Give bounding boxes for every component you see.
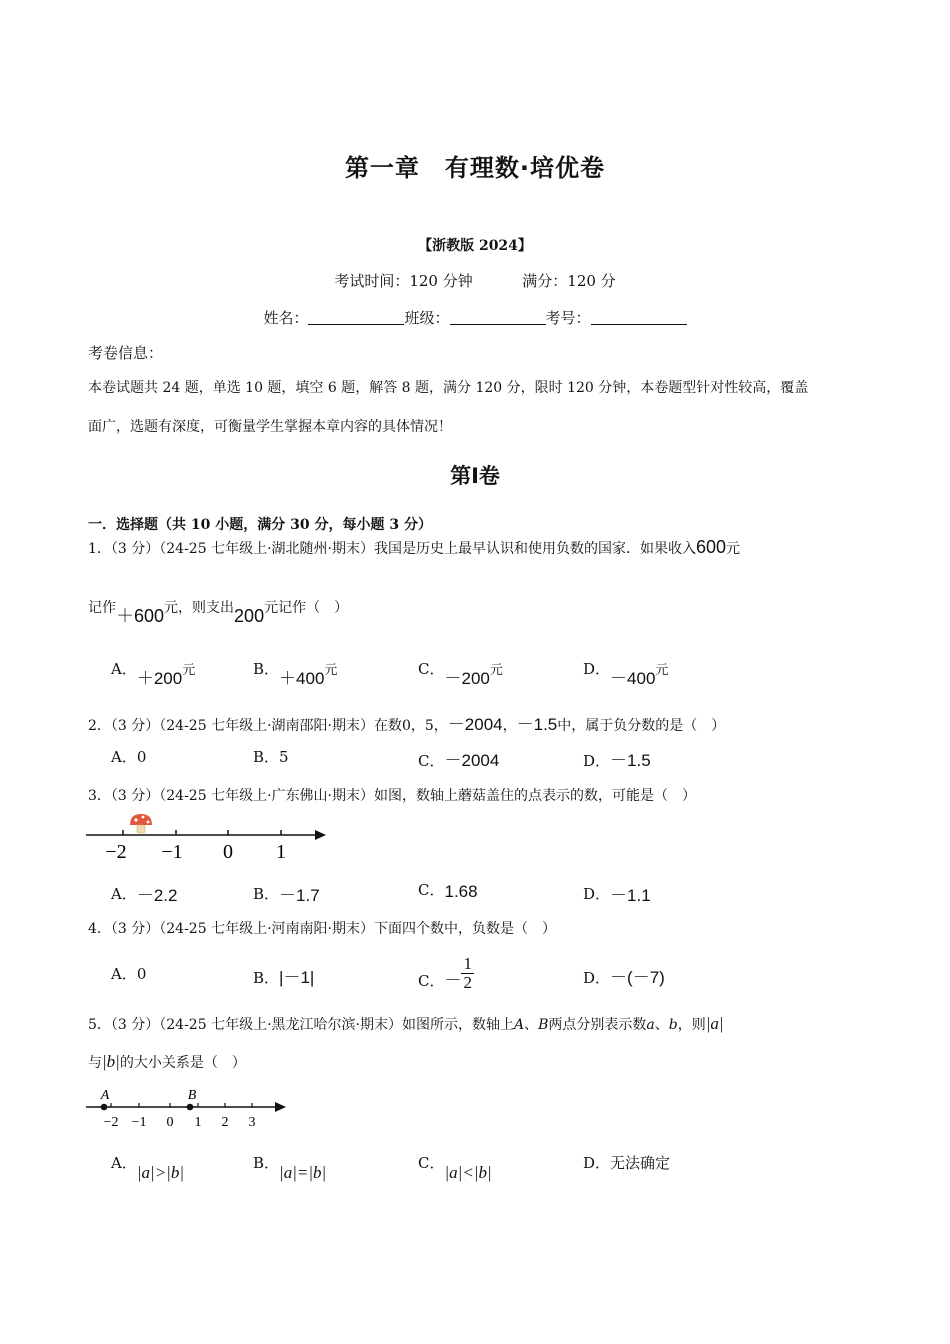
tick-label: 0 [166,1115,174,1130]
question-2-option-c[interactable]: C．－2004 [418,751,500,770]
exam-meta [0,270,950,291]
score-label: 满分：120 分 [522,272,616,290]
mushroom-icon [130,814,152,833]
info-line-1: 本卷试题共 24 题，单选 10 题，填空 6 题，解答 8 题，满分 120 分，限时 120 分钟，本卷题型针对性较高，覆盖 [88,380,809,396]
tick-label: 1 [194,1115,202,1130]
point-label: A [100,1088,110,1103]
section-heading: 一．选择题（共 10 小题，满分 30 分，每小题 3 分） [88,517,432,533]
question-4-option-d[interactable]: D．－(－7) [583,968,665,987]
question-5-option-c[interactable]: C．|a|<|b| [418,1154,492,1182]
tick-label: −2 [105,841,127,863]
edition-label: 【浙教版 2024】 [418,238,532,254]
question-4-option-a[interactable]: A．0 [111,965,147,983]
name-label: 姓名： [263,309,309,327]
tick-label: 0 [223,841,233,863]
class-label: 班级： [404,309,450,327]
info-heading: 考卷信息： [88,344,164,362]
question-1-option-b[interactable]: B．＋400元 [253,660,338,688]
point-b [187,1104,194,1111]
question-2-text: 2．（3 分）（24-25 七年级上·湖南邵阳·期末）在数0，5，－2004，－1.5中，属于负分数的是（ ） [88,715,726,734]
class-field[interactable] [450,310,546,325]
time-label: 考试时间：120 分钟 [334,272,473,290]
volume-heading: 第Ⅰ卷 [450,464,500,488]
question-4-text: 4．（3 分）（24-25 七年级上·河南南阳·期末）下面四个数中，负数是（ ） [88,921,556,937]
page-title: 第一章 有理数·培优卷 [344,154,606,182]
tick-label: −1 [161,841,183,863]
question-2-option-b[interactable]: B．5 [253,748,289,766]
question-4-option-b[interactable]: B．|－1| [253,968,315,987]
question-2-option-a[interactable]: A．0 [111,748,147,766]
name-field[interactable] [308,310,404,325]
question-3-text: 3．（3 分）（24-25 七年级上·广东佛山·期末）如图，数轴上蘑菇盖住的点表示的数，可能是（ ） [88,788,696,804]
question-3-option-b[interactable]: B．－1.7 [253,885,320,905]
tick-label: 1 [276,841,286,863]
question-5-option-a[interactable]: A．|a|>|b| [111,1154,185,1182]
axis-arrow [315,830,326,840]
question-1-line-2: 记作＋600元，则支出200元记作（ ） [88,600,349,626]
axis-arrow [275,1102,286,1112]
question-5-line-1: 5．（3 分）（24-25 七年级上·黑龙江哈尔滨·期末）如图所示，数轴上A、B两点分别表示数a、b，则|a| [88,1014,724,1033]
question-1-line-1: 1．（3 分）（24-25 七年级上·湖北随州·期末）我国是历史上最早认识和使用负数的国家．如果收入600元 [88,537,741,557]
student-fields [0,307,950,328]
fraction: $\frac{1}{2}$ [463,954,472,992]
exam-no-label: 考号： [545,309,591,327]
question-1-option-a[interactable]: A．＋200元 [111,660,196,688]
tick-label: −2 [103,1115,119,1130]
tick-label: 2 [221,1115,229,1130]
question-4-option-c[interactable]: C．－ $\frac{1}{2}$ [418,954,472,992]
question-3-option-a[interactable]: A．－2.2 [111,885,178,905]
question-5-line-2: 与|b|的大小关系是（ ） [88,1052,246,1071]
exam-no-field[interactable] [591,310,687,325]
question-2-option-d[interactable]: D．－1.5 [583,751,651,770]
question-1-option-d[interactable]: D．－400元 [583,660,669,688]
question-3-number-line [86,810,336,866]
question-5-option-d[interactable]: D．无法确定 [583,1154,671,1172]
info-line-2: 面广，选题有深度，可衡量学生掌握本章内容的具体情况！ [88,419,452,435]
point-label: B [187,1088,197,1103]
tick-label: 3 [248,1115,256,1130]
question-1-option-c[interactable]: C．－200元 [418,660,503,688]
question-3-option-c[interactable]: C．1.68 [418,881,478,901]
tick-label: −1 [131,1115,147,1130]
question-3-option-d[interactable]: D．－1.1 [583,885,651,905]
question-5-number-line [86,1086,296,1132]
question-5-option-b[interactable]: B．|a|=|b| [253,1154,327,1182]
point-a [101,1104,108,1111]
